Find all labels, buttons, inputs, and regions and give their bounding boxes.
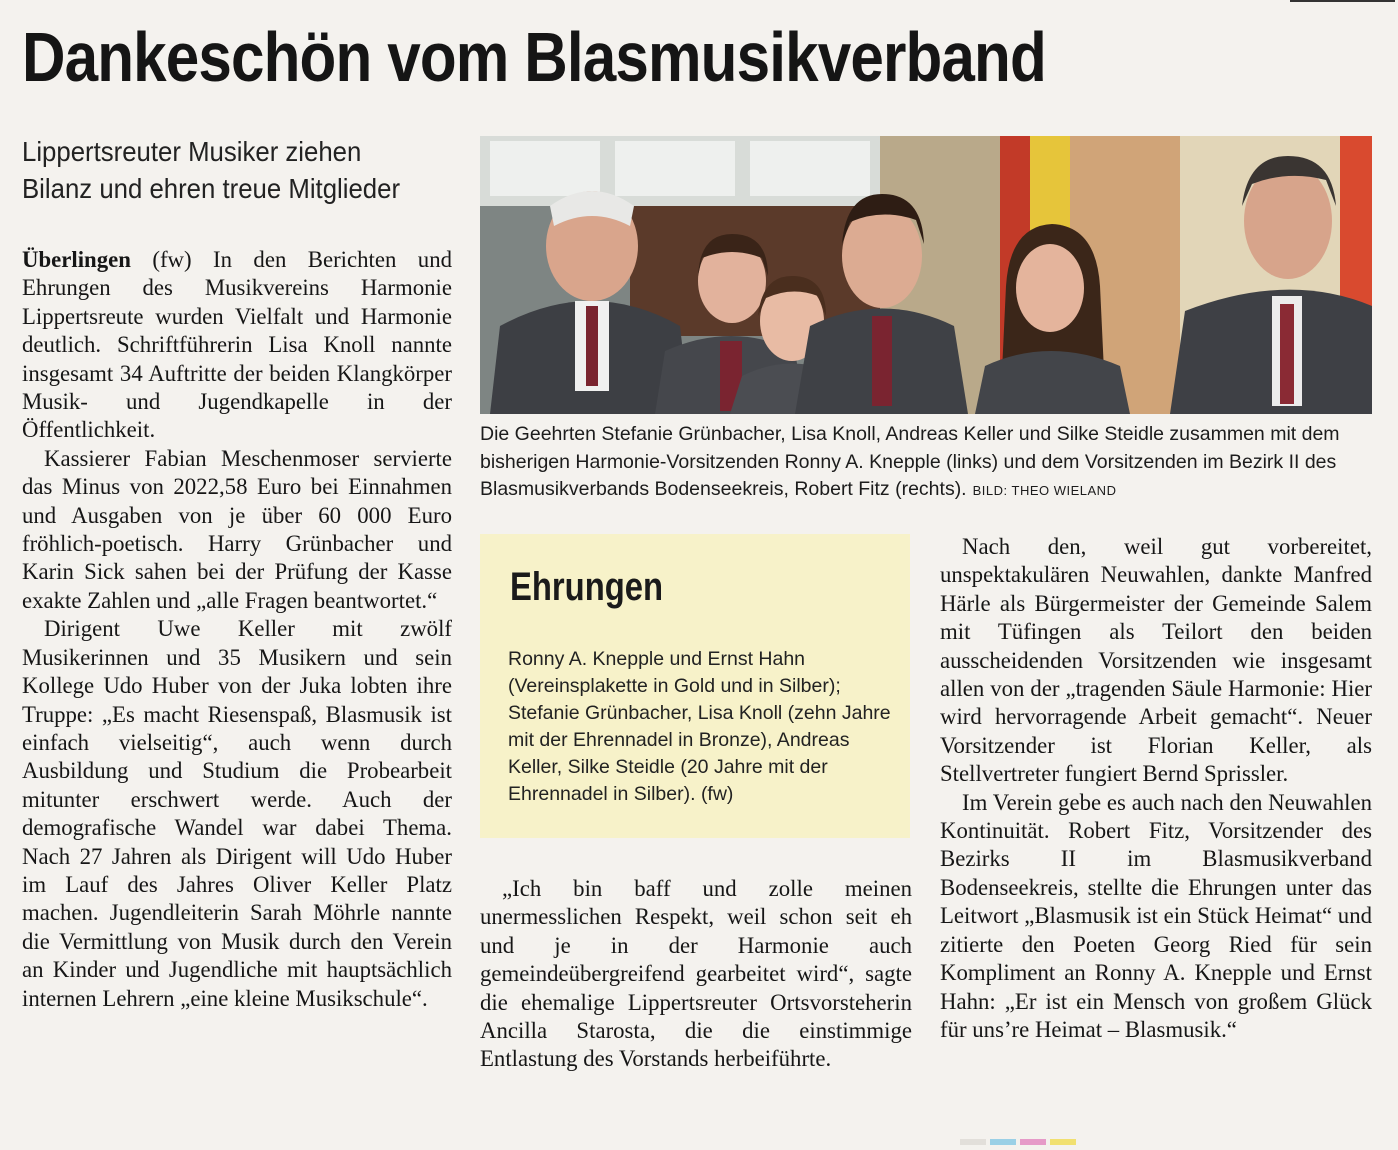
paragraph: „Ich bin baff und zolle meinen unermesslichen Respekt, weil schon seit eh und je in der Harmonie auch gemeindeübergreifend gearbeitet wird“, sagte die ehemalige Lippertsreuter Ortsvorsteherin Ancilla Starosta, die die einstimmige Entlastung des Vorstands herbeiführte. [480, 876, 912, 1072]
group-photo [480, 136, 1372, 414]
info-box-title: Ehrungen [510, 565, 664, 609]
subhead-line-2: Bilanz und ehren treue Mitglieder [22, 173, 401, 204]
photo-credit: BILD: THEO WIELAND [972, 483, 1117, 498]
group-photo-illustration [480, 136, 1372, 414]
paragraph-text: (fw) In den Berichten und Ehrungen des Musikvereins Harmonie Lippertsreute wurden Vielfalt und Harmonie deutlich. Schriftführerin Lisa Knoll nannte insgesamt 34 Auftritte der beiden Klangkörper Musik- und Jugendkapelle in der Öffentlichkeit. [22, 247, 452, 443]
paragraph: Dirigent Uwe Keller mit zwölf Musikerinnen und 35 Musikern und sein Kollege Udo Huber von der Juka lobten ihre Truppe: „Es macht Riesenspaß, Blasmusik ist einfach vielseitig“, auch wenn durch Ausbildung und Studium die Probearbeit mitunter erschwert werde. Auch der demografische Wandel war dabei Thema. Nach 27 Jahren als Dirigent will Udo Huber im Lauf des Jahres Oliver Keller Platz machen. Jugendleiterin Sarah Möhrle nannte die Vermittlung von Musik durch den Verein an Kinder und Jugendliche mit hauptsächlich internen Lehrern „eine kleine Musikschule“. [22, 616, 452, 1011]
article-column-2 [480, 875, 912, 1074]
info-box-text: Ronny A. Knepple und Ernst Hahn (Vereinsplakette in Gold und in Silber); Stefanie Grünbacher, Lisa Knoll (zehn Jahre mit der Ehrennadel in Bronze), Andreas Keller, Silke Steidle (20 Jahre mit der Ehrennadel in Silber). (fw) [508, 648, 891, 805]
paragraph: Kassierer Fabian Meschenmoser servierte das Minus von 2022,58 Euro bei Einnahmen und Ausgaben von je über 60 000 Euro fröhlich-poetisch. Harry Grünbacher und Karin Sick sahen bei der Prüfung der Kasse exakte Zahlen und „alle Fragen beantwortet.“ [22, 445, 452, 613]
paragraph [22, 246, 452, 445]
paragraph: Im Verein gebe es auch nach den Neuwahlen Kontinuität. Robert Fitz, Vorsitzender des Bezirks II im Blasmusikverband Bodenseekreis, stellte die Ehrungen unter das Leitwort „Blasmusik ist ein Stück Heimat“ und zitierte den Poeten Georg Ried für sein Kompliment an Ronny A. Knepple und Ernst Hahn: „Er ist ein Mensch von großem Glück für uns’re Heimat – Blasmusik.“ [940, 789, 1372, 1042]
caption-text: Die Geehrten Stefanie Grünbacher, Lisa Knoll, Andreas Keller und Silke Steidle zusammen mit dem bisherigen Harmonie-Vorsitzenden Ronny A. Knepple (links) und dem Vorsitzenden im Bezirk II des Blasmusikverbands Bodenseekreis, Robert Fitz (rechts). [480, 423, 1340, 500]
subheadline [22, 133, 427, 207]
top-rule [1290, 0, 1395, 2]
paragraph: Nach den, weil gut vorbereitet, unspektakulären Neuwahlen, dankte Manfred Härle als Bürgermeister der Gemeinde Salem mit Tüfingen als Teilort den beiden ausscheidenden Vorsitzenden wie insgesamt allen von der „tragenden Säule Harmonie: Hier wird hervorragende Arbeit gemacht“. Neuer Vorsitzender ist Florian Keller, als Stellvertreter fungiert Bernd Sprissler. [940, 534, 1372, 787]
info-box [480, 534, 910, 838]
photo-caption [480, 421, 1372, 505]
dateline: Überlingen [22, 247, 131, 272]
article-column-1 [22, 246, 452, 1013]
print-color-marks [960, 1132, 1120, 1138]
article-column-3 [940, 533, 1372, 1044]
headline: Dankeschön vom Blasmusikverband [22, 18, 1046, 96]
subhead-line-1: Lippertsreuter Musiker ziehen [22, 136, 362, 167]
